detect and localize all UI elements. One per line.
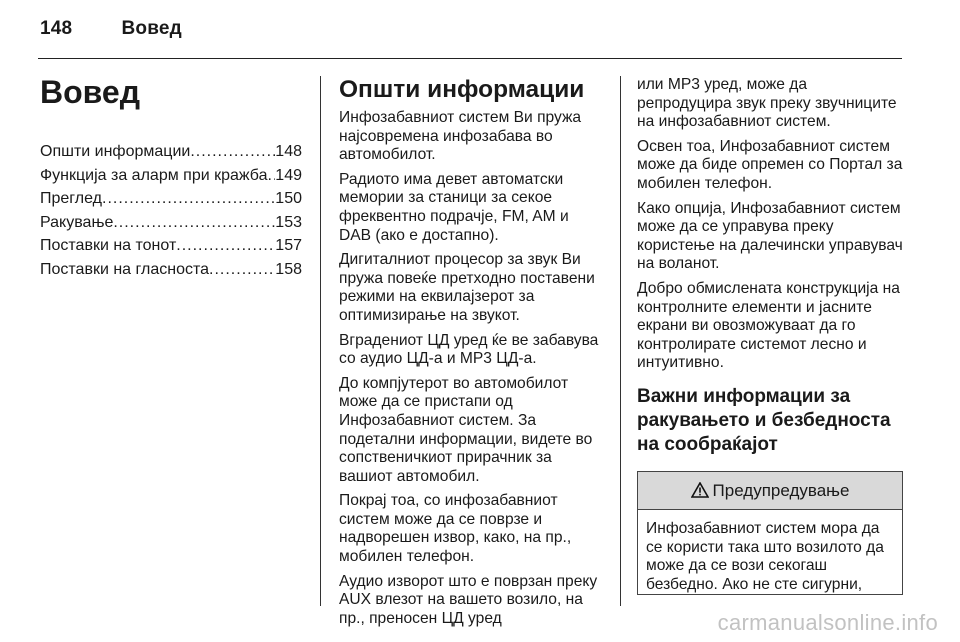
header-section-title: Вовед (121, 18, 182, 39)
body-paragraph: Вградениот ЦД уред ќе ве забавува со аудио ЦД-а и MP3 ЦД-а. (339, 331, 599, 368)
section-heading: Општи информации (339, 76, 585, 103)
toc-leader-dots (267, 164, 275, 188)
body-paragraph: Радиото има девет автоматски мемории за станици за секое фреквентно подрачје, FM, AM и DAB (ако е достапно). (339, 170, 569, 244)
toc-leader-dots (176, 234, 275, 258)
warning-text: Инфозабавниот систем мора да се користи така што возилото да може да се вози секогаш безбедно. Ако не сте сигурни, (646, 519, 884, 593)
watermark: carmanualsonline.info (717, 610, 938, 635)
toc-item[interactable] (40, 211, 302, 235)
warning-header (638, 472, 902, 510)
page-header (40, 18, 182, 40)
toc-item-page: 158 (275, 260, 302, 278)
toc-item[interactable] (40, 234, 302, 258)
body-paragraph: Аудио изворот што е поврзан преку AUX влезот на вашето возило, на пр., преносен ЦД уред (339, 572, 598, 627)
table-of-contents (40, 140, 302, 281)
toc-item-label: Ракување (40, 213, 114, 231)
right-text-column (637, 76, 903, 595)
toc-item-label: Функција за аларм при кражба (40, 166, 268, 184)
body-paragraph: Покрај тоа, со инфозабавниот систем може да се поврзе и надворешен извор, како, на пр., мобилен телефон. (339, 492, 572, 566)
toc-item[interactable] (40, 140, 302, 164)
main-text-column (339, 72, 605, 634)
chapter-title: Вовед (40, 74, 141, 110)
toc-leader-dots (190, 140, 275, 164)
body-paragraph: Освен тоа, Инфозабавниот систем може да биде опремен со Портал за мобилен телефон. (637, 137, 903, 192)
body-paragraph: Како опција, Инфозабавниот систем може да се управува преку користење на далечински управувач на воланот. (637, 199, 903, 273)
body-paragraph: До компјутерот во автомобилот може да се пристапи од Инфозабавниот систем. За подетални информации, видете во сопственичкиот прирачник за вашиот автомобил. (339, 374, 593, 485)
warning-box (637, 471, 903, 595)
toc-leader-dots (102, 187, 275, 211)
toc-leader-dots (113, 211, 275, 235)
toc-item-label: Преглед (40, 190, 102, 207)
body-paragraph: Дигиталниот процесор за звук Ви пружа повеќе претходно поставени режими на еквилајзерот за оптимизирање на звукот. (339, 251, 595, 324)
toc-item-page: 149 (275, 166, 302, 184)
toc-item-page: 157 (275, 237, 302, 254)
warning-body (638, 510, 902, 594)
column-separator-right (620, 76, 621, 606)
column-separator-left (320, 76, 321, 606)
body-paragraph: Инфозабавниот систем Ви пружа најсовремена инфозабава во автомобилот. (339, 109, 582, 164)
toc-item-page: 150 (275, 190, 302, 207)
header-rule (38, 58, 902, 59)
toc-item[interactable] (40, 187, 302, 211)
subsection-heading: Важни информации за ракувањето и безбедноста на сообраќајот (637, 385, 891, 455)
toc-item[interactable] (40, 164, 302, 188)
toc-leader-dots (209, 258, 275, 282)
body-paragraph: или MP3 уред, може да репродуцира звук преку звучниците на инфозабавниот систем. (637, 76, 897, 131)
body-paragraph: Добро обмислената конструкција на контролните елементи и јасните екрани ви овозможуваат да го контролирате системот лесно и интуитивно. (637, 279, 900, 372)
warning-title: Предупредување (712, 480, 850, 500)
toc-item-page: 153 (275, 213, 302, 231)
toc-item-label: Општи информации (40, 143, 191, 160)
toc-item-label: Поставки на тонот (40, 237, 177, 254)
toc-item-label: Поставки на гласноста (40, 260, 210, 278)
page-number: 148 (40, 18, 73, 39)
toc-item[interactable] (40, 258, 302, 282)
warning-triangle-icon (691, 472, 709, 508)
toc-column (40, 72, 302, 281)
toc-item-page: 148 (275, 143, 302, 160)
